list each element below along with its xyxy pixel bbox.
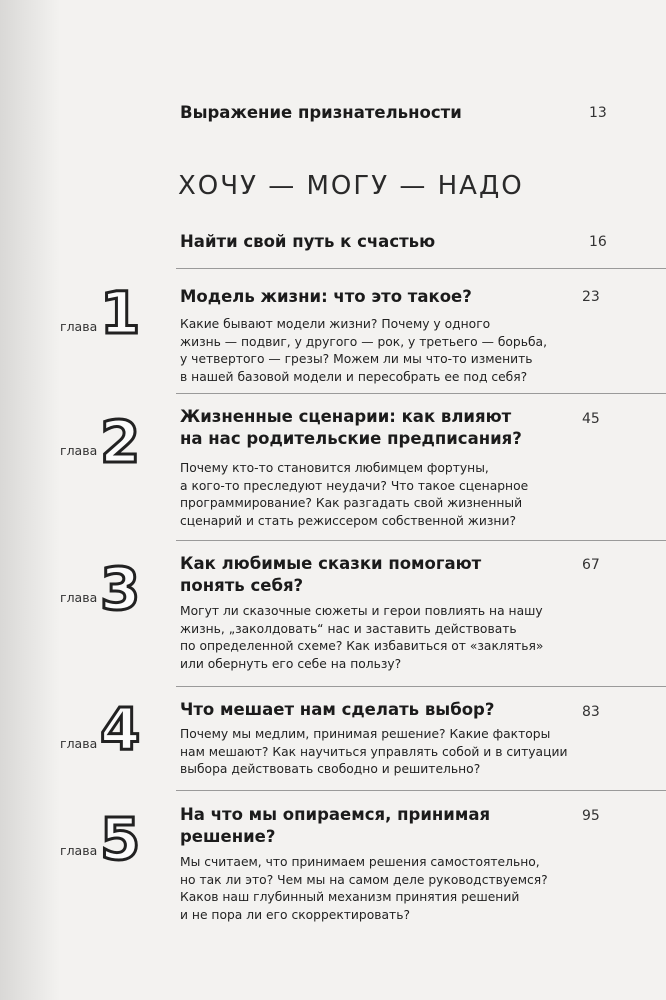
divider [176,686,666,687]
divider [176,790,666,791]
chapter-label: глава [60,319,98,334]
chapter-title: Жизненные сценарии: как влияют на нас родительские предписания? [180,407,522,448]
intro-page-number: 13 [589,105,607,121]
chapter-label: глава [60,736,98,751]
page-gutter-shadow [0,0,60,1000]
chapter-description: Почему мы медлим, принимая решение? Какие факторы нам мешают? Как научиться управлять собой и в ситуации выбора действовать свободно и решительно? [180,727,568,776]
chapter-number: 5 [100,805,141,873]
chapter-title: Как любимые сказки помогают понять себя? [180,554,482,595]
chapter-page-number: 83 [582,704,600,720]
chapter-title: Что мешает нам сделать выбор? [180,700,495,719]
chapter-description: Мы считаем, что принимаем решения самостоятельно, но так ли это? Чем мы на самом деле руководствуемся? Каков наш глубинный механизм принятия решений и не пора ли его скорректировать? [180,855,548,922]
chapter-label: глава [60,443,98,458]
chapter-number: 4 [100,695,141,763]
chapter-label: глава [60,843,98,858]
chapter-description: Какие бывают модели жизни? Почему у одного жизнь — подвиг, у другого — рок, у третьего — борьба, у четвертого — грезы? Можем ли мы что-то изменить в нашей базовой модели и пересобрать ее под себя? [180,317,548,384]
chapter-page-number: 23 [582,289,600,305]
chapter-description: Могут ли сказочные сюжеты и герои повлиять на нашу жизнь, „заколдовать“ нас и заставить действовать по определенной схеме? Как избавиться от «заклятья» или обернуть его себе на пользу? [180,604,544,671]
chapter-label: глава [60,590,98,605]
path-page-number: 16 [589,234,607,250]
intro-title: Выражение признательности [180,103,462,122]
path-title: Найти свой путь к счастью [180,232,436,251]
divider [176,268,666,269]
chapter-number: 3 [100,555,141,623]
chapter-number: 2 [100,408,141,476]
chapter-title: Модель жизни: что это такое? [180,287,472,306]
section-title: ХОЧУ — МОГУ — НАДО [178,171,524,201]
chapter-page-number: 45 [582,411,600,427]
chapter-title: На что мы опираемся, принимая решение? [180,805,491,846]
chapter-description: Почему кто-то становится любимцем фортуны, а кого-то преследуют неудачи? Что такое сценарное программирование? Как разгадать свой жизненный сценарий и стать режиссером собственной жизни? [180,461,529,528]
divider [176,540,666,541]
chapter-page-number: 95 [582,808,600,824]
chapter-number: 1 [100,279,141,347]
divider [176,393,666,394]
chapter-page-number: 67 [582,557,600,573]
